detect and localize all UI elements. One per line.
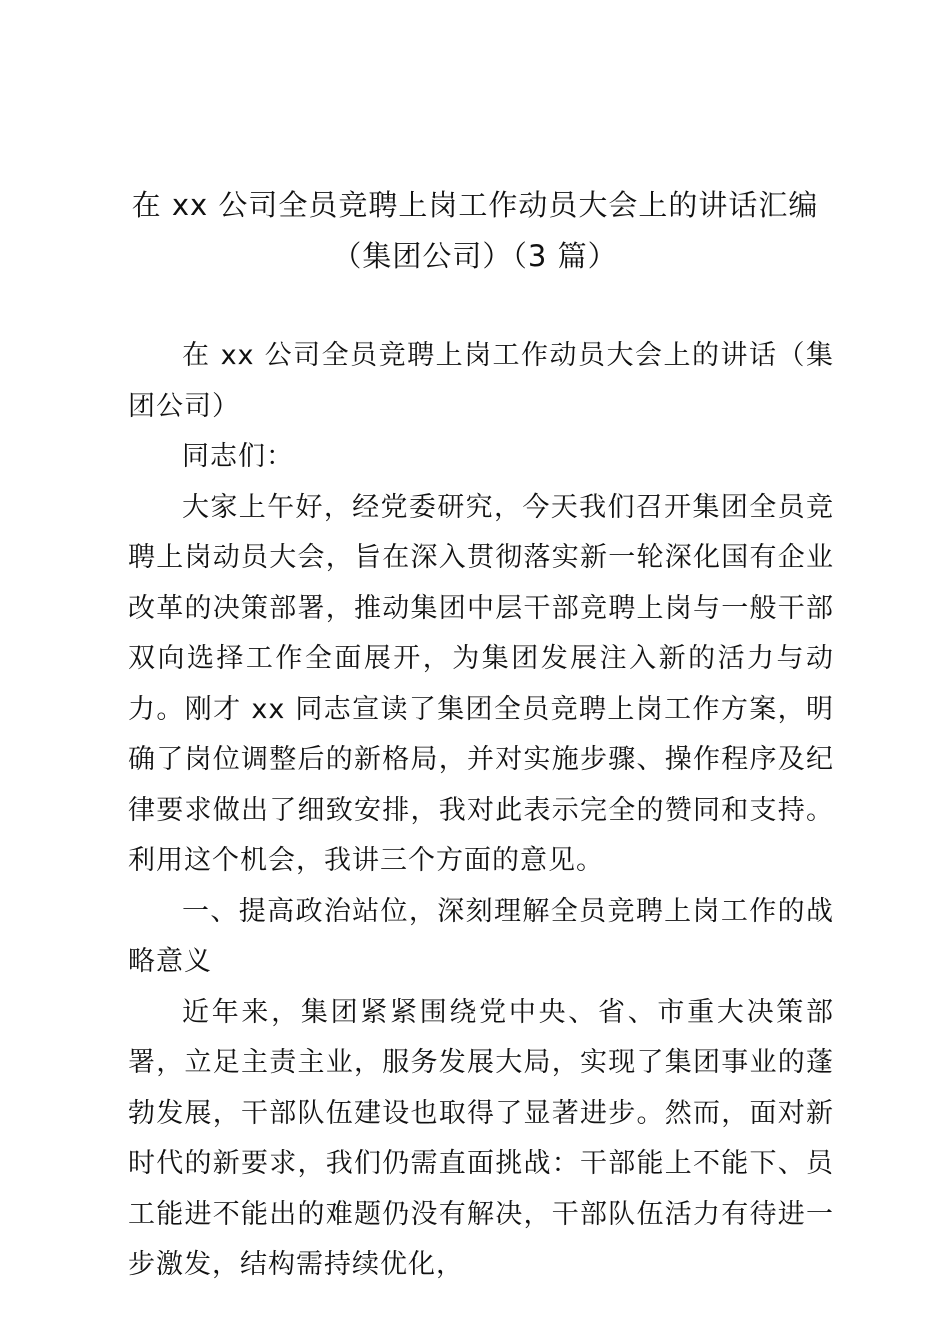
section-heading-1: 一、提高政治站位，深刻理解全员竞聘上岗工作的战略意义 [128, 895, 834, 977]
opening-paragraph: 大家上午好，经党委研究，今天我们召开集团全员竞聘上岗动员大会，旨在深入贯彻落实新一轮深化国有企业改革的决策部署，推动集团中层干部竞聘上岗与一般干部双向选择工作全面展开，为集团发展注入新的活力与动力。刚才 xx 同志宣读了集团全员竞聘上岗工作方案，明确了岗位调整后的新格局，并对实施步骤、操作程序及纪律要求做出了细致安排，我对此表示完全的赞同和支持。利用这个机会，我讲三个方面的意见。 [128, 491, 834, 876]
body-paragraph: 近年来，集团紧紧围绕党中央、省、市重大决策部署，立足主责主业，服务发展大局，实现了集团事业的蓬勃发展，干部队伍建设也取得了显著进步。然而，面对新时代的新要求，我们仍需直面挑战：干部能上不能下、员工能进不能出的难题仍没有解决，干部队伍活力有待进一步激发，结构需持续优化， [128, 996, 834, 1280]
document-title-line-2: （集团公司）（3 篇） [332, 239, 618, 273]
document-title-line-1: 在 xx 公司全员竞聘上岗工作动员大会上的讲话汇编 [131, 188, 819, 222]
speech-heading: 在 xx 公司全员竞聘上岗工作动员大会上的讲话（集团公司） [128, 340, 834, 422]
document-body [128, 331, 834, 1291]
salutation: 同志们： [182, 441, 294, 472]
